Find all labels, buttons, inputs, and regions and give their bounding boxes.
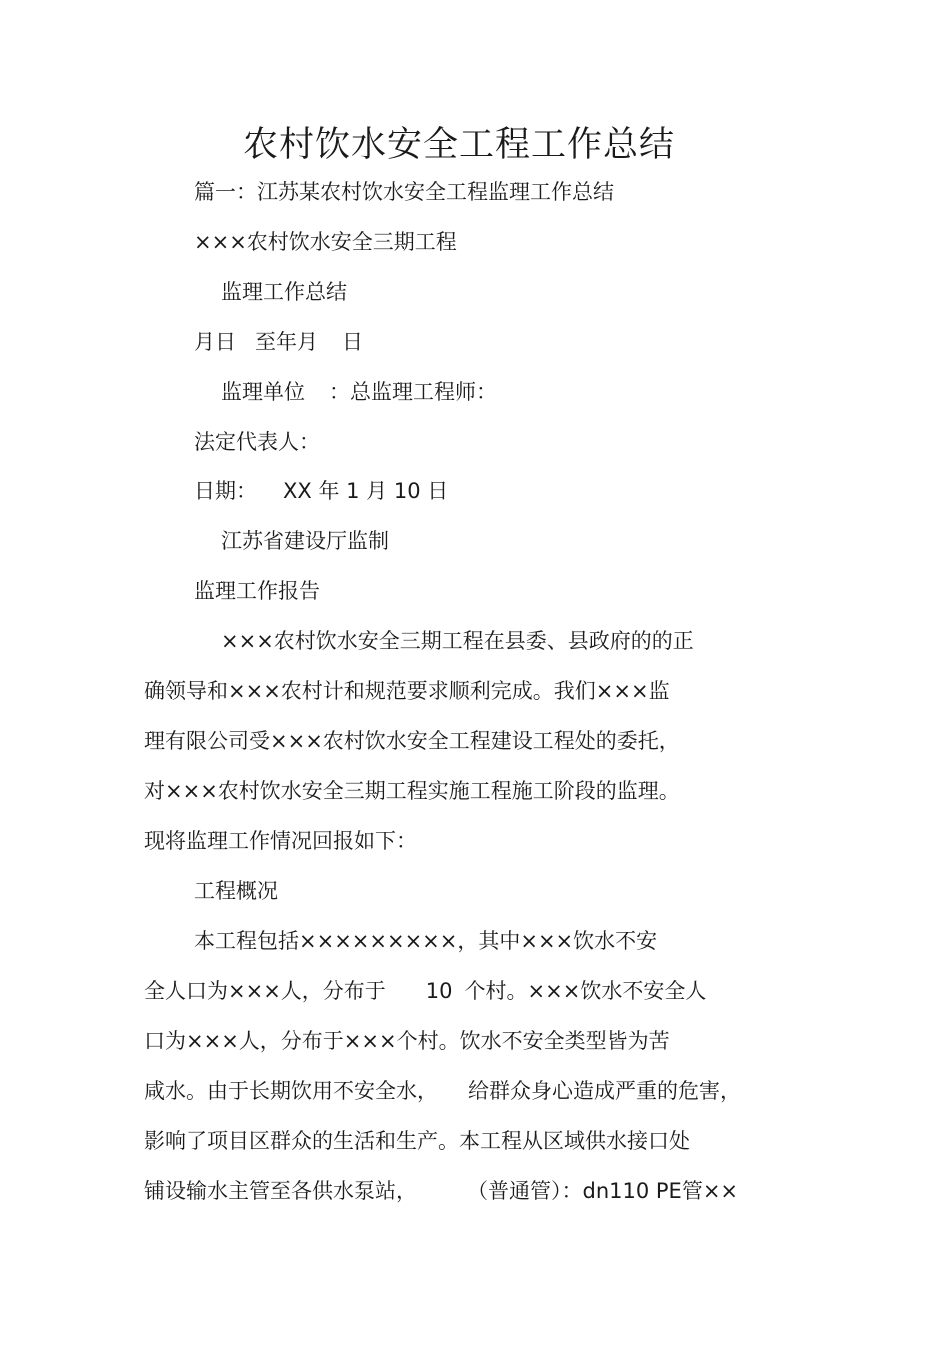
date-range-middle: 至年月 — [255, 330, 318, 354]
body-line-2: 确领导和×××农村计和规范要求顺利完成。我们×××监 — [144, 679, 670, 703]
line-summary-label: 监理工作总结 — [221, 280, 347, 304]
date-range-start: 月日 — [194, 330, 236, 354]
body-line-8: 口为×××人，分布于×××个村。饮水不安全类型皆为苦 — [144, 1029, 670, 1053]
body-line-6: 本工程包括×××××××××，其中×××饮水不安 — [194, 929, 658, 953]
line-issuer: 江苏省建设厅监制 — [221, 529, 389, 553]
line-chapter-heading: 篇一：江苏某农村饮水安全工程监理工作总结 — [194, 180, 614, 204]
section-heading-overview: 工程概况 — [194, 879, 278, 903]
chief-engineer-label: ：总监理工程师： — [329, 380, 497, 404]
body-line-3: 理有限公司受×××农村饮水安全工程建设工程处的委托， — [144, 729, 680, 753]
body-line-9 — [144, 1076, 741, 1106]
line-report-heading: 监理工作报告 — [194, 579, 320, 603]
body-line-11 — [144, 1176, 738, 1206]
date-range-end: 日 — [342, 330, 363, 354]
supervision-unit-label: 监理单位 — [221, 380, 305, 404]
date-label: 日期： — [194, 479, 257, 503]
line-legal-rep: 法定代表人： — [194, 430, 320, 454]
line-supervision-unit — [221, 377, 497, 407]
body-line-7-part-1: 全人口为×××人，分布于 — [144, 979, 386, 1003]
body-line-10: 影响了项目区群众的生活和生产。本工程从区域供水接口处 — [144, 1129, 690, 1153]
body-line-4: 对×××农村饮水安全三期工程实施工程施工阶段的监理。 — [144, 779, 680, 803]
document-title: 农村饮水安全工程工作总结 — [242, 125, 675, 165]
line-date-range — [194, 327, 363, 357]
body-line-5: 现将监理工作情况回报如下： — [144, 829, 417, 853]
body-line-11-part-1: 铺设输水主管至各供水泵站， — [144, 1179, 417, 1203]
line-project-name: ×××农村饮水安全三期工程 — [194, 230, 457, 254]
body-line-9-part-2: 给群众身心造成严重的危害， — [468, 1079, 741, 1103]
body-line-7 — [144, 976, 706, 1006]
body-line-7-number: 10 — [425, 979, 453, 1003]
date-value: XX 年 1 月 10 日 — [283, 479, 449, 503]
body-line-9-part-1: 咸水。由于长期饮用不安全水， — [144, 1079, 438, 1103]
body-line-1: ×××农村饮水安全三期工程在县委、县政府的的正 — [221, 629, 694, 653]
line-date — [194, 476, 448, 506]
body-line-11-part-2: （普通管）：dn110 PE管×× — [467, 1179, 739, 1203]
body-line-7-part-2: 个村。×××饮水不安全人 — [464, 979, 707, 1003]
